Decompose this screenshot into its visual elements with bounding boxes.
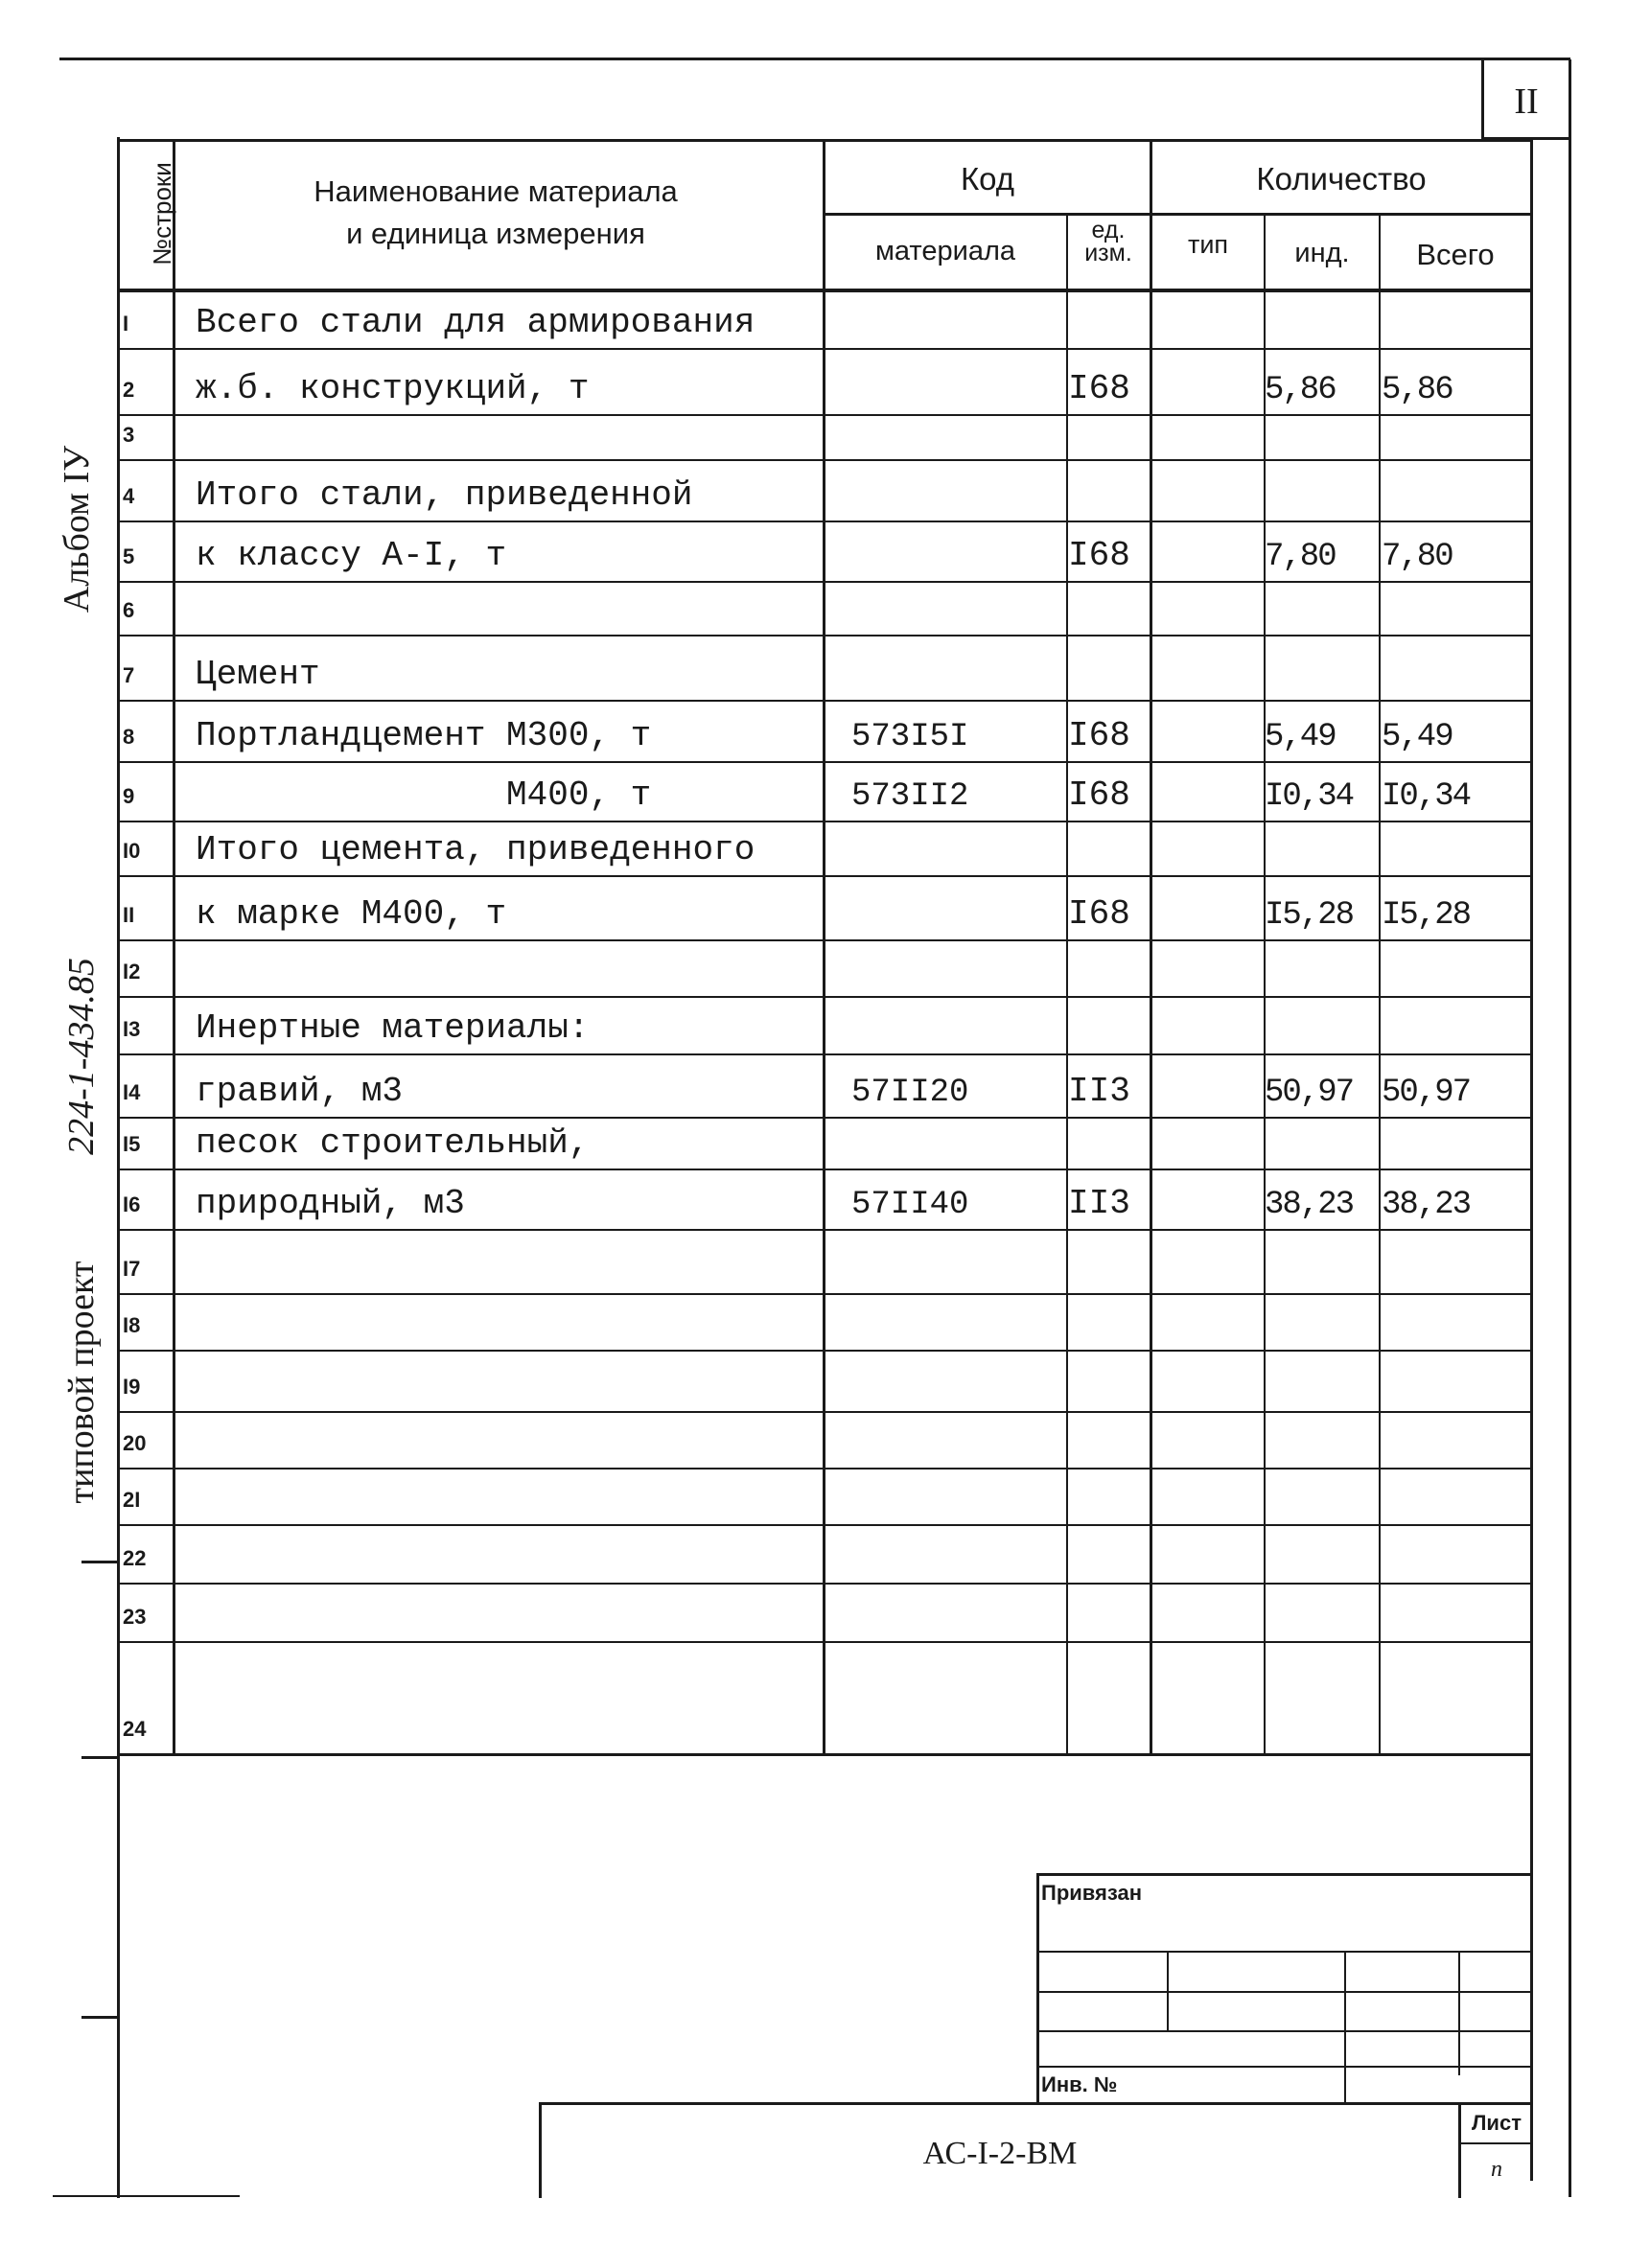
row-number: 5 (123, 544, 135, 568)
row-number: I2 (123, 960, 141, 984)
sheet-value: п (1491, 2157, 1502, 2182)
header-name-line2: и единица измерения (346, 217, 645, 250)
row-number: 4 (123, 484, 135, 508)
table-row (0, 1641, 1627, 1753)
row-number: I (123, 312, 129, 336)
material-name: ж.б. конструкций, т (196, 369, 590, 408)
qty-total: I5,28 (1382, 897, 1471, 934)
material-name: Инертные материалы: (196, 1008, 590, 1048)
table-row (0, 996, 1627, 1053)
material-code: 57II40 (851, 1187, 969, 1223)
header-row-number: №строки (148, 162, 176, 266)
material-name: Цемент (196, 655, 320, 694)
row-number: I4 (123, 1080, 141, 1104)
table-row (0, 348, 1627, 414)
row-number: 24 (123, 1717, 147, 1741)
material-name: Портландцемент М300, т (196, 716, 652, 755)
table-row (0, 521, 1627, 581)
stamp-vline-2 (1167, 1951, 1169, 2032)
material-name: Итого цемента, приведенного (196, 830, 755, 869)
material-name: к классу А-I, т (196, 536, 507, 575)
document-code: АС-I-2-ВМ (922, 2136, 1078, 2171)
stamp-vline-4 (1458, 1951, 1460, 2075)
qty-total: 5,49 (1382, 719, 1453, 755)
material-name: Всего стали для армирования (196, 303, 755, 342)
header-code-group: Код (960, 161, 1015, 197)
stamp-attached-label: Привязан (1041, 1881, 1143, 1905)
table-row (0, 1524, 1627, 1583)
sheet-label: Лист (1472, 2111, 1522, 2135)
row-number: 22 (123, 1546, 147, 1570)
qty-total: I0,34 (1382, 778, 1471, 815)
material-name: гравий, м3 (196, 1072, 404, 1111)
stamp-vline-3 (1344, 1951, 1346, 2104)
row-number: 20 (123, 1431, 147, 1455)
qty-ind: 5,49 (1265, 719, 1336, 755)
row-number: 7 (123, 663, 135, 687)
qty-total: 7,80 (1382, 539, 1453, 575)
project-label: типовой проект (61, 1261, 102, 1504)
row-number: I8 (123, 1313, 141, 1337)
table-row (0, 1053, 1627, 1117)
table-row (0, 1583, 1627, 1641)
row-number: 6 (123, 598, 135, 622)
table-row (0, 761, 1627, 821)
unit-code: II3 (1068, 1072, 1130, 1111)
qty-ind: 50,97 (1265, 1075, 1354, 1111)
unit-code: I68 (1068, 894, 1130, 934)
row-number: I7 (123, 1257, 141, 1281)
row-number: I5 (123, 1132, 141, 1156)
header-qty-type: тип (1187, 230, 1229, 259)
table-row (0, 700, 1627, 761)
header-qty-group: Количество (1256, 161, 1427, 197)
unit-code: I68 (1068, 775, 1130, 815)
material-name: к марке М400, т (196, 894, 507, 934)
row-number: 23 (123, 1605, 147, 1629)
table-row (0, 1468, 1627, 1524)
row-number: 8 (123, 725, 135, 749)
row-line (117, 1753, 1532, 1756)
header-code-material: материала (874, 236, 1016, 266)
row-number: I6 (123, 1192, 141, 1216)
row-number: II (123, 903, 135, 927)
unit-code: I68 (1068, 369, 1130, 408)
row-number: I0 (123, 839, 141, 863)
material-code: 57II20 (851, 1075, 969, 1111)
row-number: 9 (123, 784, 135, 808)
table-row (0, 290, 1627, 348)
qty-total: 5,86 (1382, 372, 1453, 408)
stamp-top-line (1036, 1873, 1532, 1876)
qty-ind: 38,23 (1265, 1187, 1354, 1223)
stamp-vline-left (1036, 1874, 1039, 2104)
table-row (0, 875, 1627, 939)
header-name-line1: Наименование материала (314, 174, 678, 208)
material-name: песок строительный, (196, 1123, 590, 1163)
header-mid-line (823, 213, 1532, 216)
table-row (0, 1229, 1627, 1293)
row-number: 2 (123, 378, 135, 402)
qty-ind: I5,28 (1265, 897, 1354, 934)
table-row (0, 459, 1627, 521)
sheet-number: II (1514, 81, 1539, 122)
table-row (0, 1350, 1627, 1411)
material-name: М400, т (196, 775, 652, 815)
table-row (0, 939, 1627, 996)
qty-total: 38,23 (1382, 1187, 1471, 1223)
header-qty-ind: инд. (1294, 238, 1350, 268)
table-row (0, 1117, 1627, 1169)
material-name: Итого стали, приведенной (196, 475, 693, 515)
album-label: Альбом IУ (57, 445, 97, 613)
qty-ind: 7,80 (1265, 539, 1336, 575)
table-row (0, 821, 1627, 875)
row-number: I9 (123, 1375, 141, 1399)
unit-code: I68 (1068, 536, 1130, 575)
row-number: I3 (123, 1017, 141, 1041)
table-row (0, 635, 1627, 700)
stamp-inv-label: Инв. № (1041, 2072, 1118, 2096)
row-number: 3 (123, 423, 135, 447)
header-qty-total: Всего (1416, 238, 1495, 271)
title-block-sheet-line (1458, 2142, 1532, 2144)
material-name: природный, м3 (196, 1184, 465, 1223)
project-code-label: 224-1-434.85 (61, 958, 102, 1155)
unit-code: I68 (1068, 716, 1130, 755)
unit-code: II3 (1068, 1184, 1130, 1223)
title-block-top (539, 2102, 1532, 2105)
row-number: 2I (123, 1488, 141, 1512)
material-code: 573II2 (851, 778, 969, 815)
table-row (0, 581, 1627, 635)
qty-ind: 5,86 (1265, 372, 1336, 408)
table-row (0, 1169, 1627, 1229)
qty-ind: I0,34 (1265, 778, 1354, 815)
qty-total: 50,97 (1382, 1075, 1471, 1111)
material-code: 573I5I (851, 719, 969, 755)
title-block-sheet-divider (1458, 2102, 1461, 2198)
table-row (0, 414, 1627, 459)
table-row (0, 1411, 1627, 1468)
header-code-unit: ед. изм. (1084, 217, 1132, 266)
table-row (0, 1293, 1627, 1350)
